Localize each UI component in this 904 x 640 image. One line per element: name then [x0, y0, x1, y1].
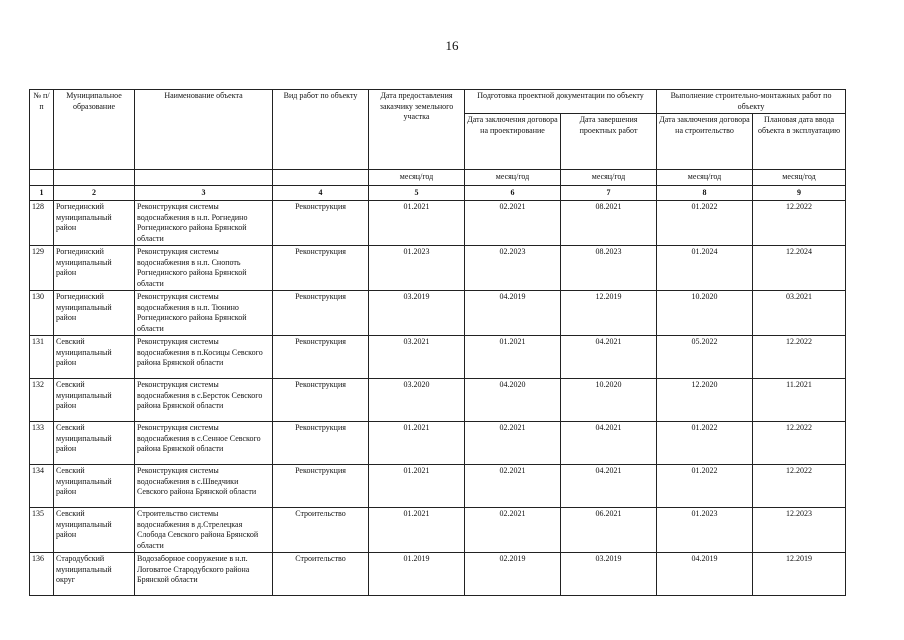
row-land-date: 03.2019: [369, 291, 465, 336]
row-object: Водозаборное сооружение в н.п. Логоватое Стародубского района Брянской области: [135, 553, 273, 596]
table-body: [30, 201, 846, 596]
row-num: 129: [30, 246, 54, 291]
row-land-date: 01.2021: [369, 201, 465, 246]
row-constr-contract: 05.2022: [657, 336, 753, 379]
row-design-end: 03.2019: [561, 553, 657, 596]
row-land-date: 01.2021: [369, 465, 465, 508]
unit-cell: месяц/год: [753, 170, 846, 186]
row-num: 132: [30, 379, 54, 422]
header-land-date: Дата предоставления заказчику земельного участка: [369, 90, 465, 170]
header-design-group: Подготовка проектной документации по объекту: [465, 90, 657, 114]
row-object: Реконструкция системы водоснабжения в н.п. Тюнино Рогнединского района Брянской области: [135, 291, 273, 336]
col-number: 4: [273, 186, 369, 201]
table-row: [30, 465, 846, 508]
row-commission: 12.2022: [753, 336, 846, 379]
row-constr-contract: 04.2019: [657, 553, 753, 596]
row-municipality: Севский муниципальный район: [54, 465, 135, 508]
row-constr-contract: 12.2020: [657, 379, 753, 422]
table-row: [30, 246, 846, 291]
unit-cell: месяц/год: [465, 170, 561, 186]
row-municipality: Севский муниципальный район: [54, 336, 135, 379]
row-object: Реконструкция системы водоснабжения в п.Косицы Севского района Брянской области: [135, 336, 273, 379]
row-object: Реконструкция системы водоснабжения в с.Шведчики Севского района Брянской области: [135, 465, 273, 508]
col-number: 3: [135, 186, 273, 201]
row-design-contract: 01.2021: [465, 336, 561, 379]
table-row: [30, 336, 846, 379]
unit-cell-empty: [30, 170, 54, 186]
unit-cell: месяц/год: [561, 170, 657, 186]
row-design-contract: 04.2020: [465, 379, 561, 422]
row-municipality: Рогнединский муниципальный район: [54, 291, 135, 336]
row-constr-contract: 01.2024: [657, 246, 753, 291]
row-commission: 11.2021: [753, 379, 846, 422]
row-municipality: Рогнединский муниципальный район: [54, 201, 135, 246]
unit-cell: месяц/год: [657, 170, 753, 186]
row-work-type: Реконструкция: [273, 291, 369, 336]
row-design-contract: 02.2023: [465, 246, 561, 291]
row-design-end: 04.2021: [561, 422, 657, 465]
row-land-date: 01.2021: [369, 508, 465, 553]
col-number: 2: [54, 186, 135, 201]
row-design-end: 06.2021: [561, 508, 657, 553]
header-num: № п/п: [30, 90, 54, 170]
row-commission: 12.2022: [753, 465, 846, 508]
row-design-end: 08.2023: [561, 246, 657, 291]
col-number: 6: [465, 186, 561, 201]
row-object: Реконструкция системы водоснабжения в н.п. Снопоть Рогнединского района Брянской области: [135, 246, 273, 291]
row-land-date: 01.2023: [369, 246, 465, 291]
unit-cell: месяц/год: [369, 170, 465, 186]
row-land-date: 03.2021: [369, 336, 465, 379]
row-constr-contract: 01.2022: [657, 465, 753, 508]
row-municipality: Стародубский муниципальный округ: [54, 553, 135, 596]
row-design-contract: 02.2021: [465, 422, 561, 465]
row-municipality: Рогнединский муниципальный район: [54, 246, 135, 291]
row-work-type: Строительство: [273, 553, 369, 596]
table-row: [30, 201, 846, 246]
table-row: [30, 553, 846, 596]
unit-cell-empty: [273, 170, 369, 186]
row-commission: 12.2019: [753, 553, 846, 596]
col-number: 9: [753, 186, 846, 201]
header-design-end: Дата завершения проектных работ: [561, 114, 657, 170]
header-municipality: Муниципальное образование: [54, 90, 135, 170]
row-constr-contract: 01.2022: [657, 201, 753, 246]
header-constr-contract: Дата заключения договора на строительство: [657, 114, 753, 170]
row-design-end: 12.2019: [561, 291, 657, 336]
row-object: Строительство системы водоснабжения в д.Стрелецкая Слобода Севского района Брянской области: [135, 508, 273, 553]
row-num: 128: [30, 201, 54, 246]
col-number: 8: [657, 186, 753, 201]
row-design-end: 08.2021: [561, 201, 657, 246]
row-work-type: Реконструкция: [273, 379, 369, 422]
row-object: Реконструкция системы водоснабжения в н.п. Рогнедино Рогнединского района Брянской области: [135, 201, 273, 246]
row-land-date: 03.2020: [369, 379, 465, 422]
row-design-contract: 02.2021: [465, 508, 561, 553]
row-design-contract: 02.2021: [465, 465, 561, 508]
row-land-date: 01.2019: [369, 553, 465, 596]
row-num: 134: [30, 465, 54, 508]
row-constr-contract: 01.2023: [657, 508, 753, 553]
row-commission: 03.2021: [753, 291, 846, 336]
col-number: 1: [30, 186, 54, 201]
row-commission: 12.2024: [753, 246, 846, 291]
table-row: [30, 508, 846, 553]
schedule-table: [29, 89, 846, 596]
header-work-type: Вид работ по объекту: [273, 90, 369, 170]
table-row: [30, 422, 846, 465]
row-design-end: 04.2021: [561, 465, 657, 508]
row-num: 135: [30, 508, 54, 553]
header-object: Наименование объекта: [135, 90, 273, 170]
row-object: Реконструкция системы водоснабжения в с.Берсток Севского района Брянской области: [135, 379, 273, 422]
row-constr-contract: 10.2020: [657, 291, 753, 336]
row-design-contract: 02.2019: [465, 553, 561, 596]
row-design-end: 04.2021: [561, 336, 657, 379]
row-commission: 12.2022: [753, 422, 846, 465]
table-row: [30, 379, 846, 422]
row-object: Реконструкция системы водоснабжения в с.Сенное Севского района Брянской области: [135, 422, 273, 465]
row-work-type: Реконструкция: [273, 336, 369, 379]
row-municipality: Севский муниципальный район: [54, 422, 135, 465]
row-municipality: Севский муниципальный район: [54, 508, 135, 553]
row-commission: 12.2023: [753, 508, 846, 553]
row-num: 133: [30, 422, 54, 465]
row-work-type: Реконструкция: [273, 201, 369, 246]
row-land-date: 01.2021: [369, 422, 465, 465]
row-work-type: Реконструкция: [273, 422, 369, 465]
row-constr-contract: 01.2022: [657, 422, 753, 465]
col-number: 7: [561, 186, 657, 201]
row-design-end: 10.2020: [561, 379, 657, 422]
table-row: [30, 291, 846, 336]
page-number: 16: [445, 38, 459, 53]
row-num: 136: [30, 553, 54, 596]
unit-cell-empty: [54, 170, 135, 186]
header-commission: Плановая дата ввода объекта в эксплуатацию: [753, 114, 846, 170]
row-num: 131: [30, 336, 54, 379]
row-design-contract: 04.2019: [465, 291, 561, 336]
col-number: 5: [369, 186, 465, 201]
unit-cell-empty: [135, 170, 273, 186]
header-construction-group: Выполнение строительно-монтажных работ по объекту: [657, 90, 846, 114]
row-work-type: Реконструкция: [273, 465, 369, 508]
table-header: [30, 90, 846, 201]
row-design-contract: 02.2021: [465, 201, 561, 246]
row-commission: 12.2022: [753, 201, 846, 246]
header-design-contract: Дата заключения договора на проектирование: [465, 114, 561, 170]
row-municipality: Севский муниципальный район: [54, 379, 135, 422]
row-work-type: Строительство: [273, 508, 369, 553]
row-work-type: Реконструкция: [273, 246, 369, 291]
row-num: 130: [30, 291, 54, 336]
